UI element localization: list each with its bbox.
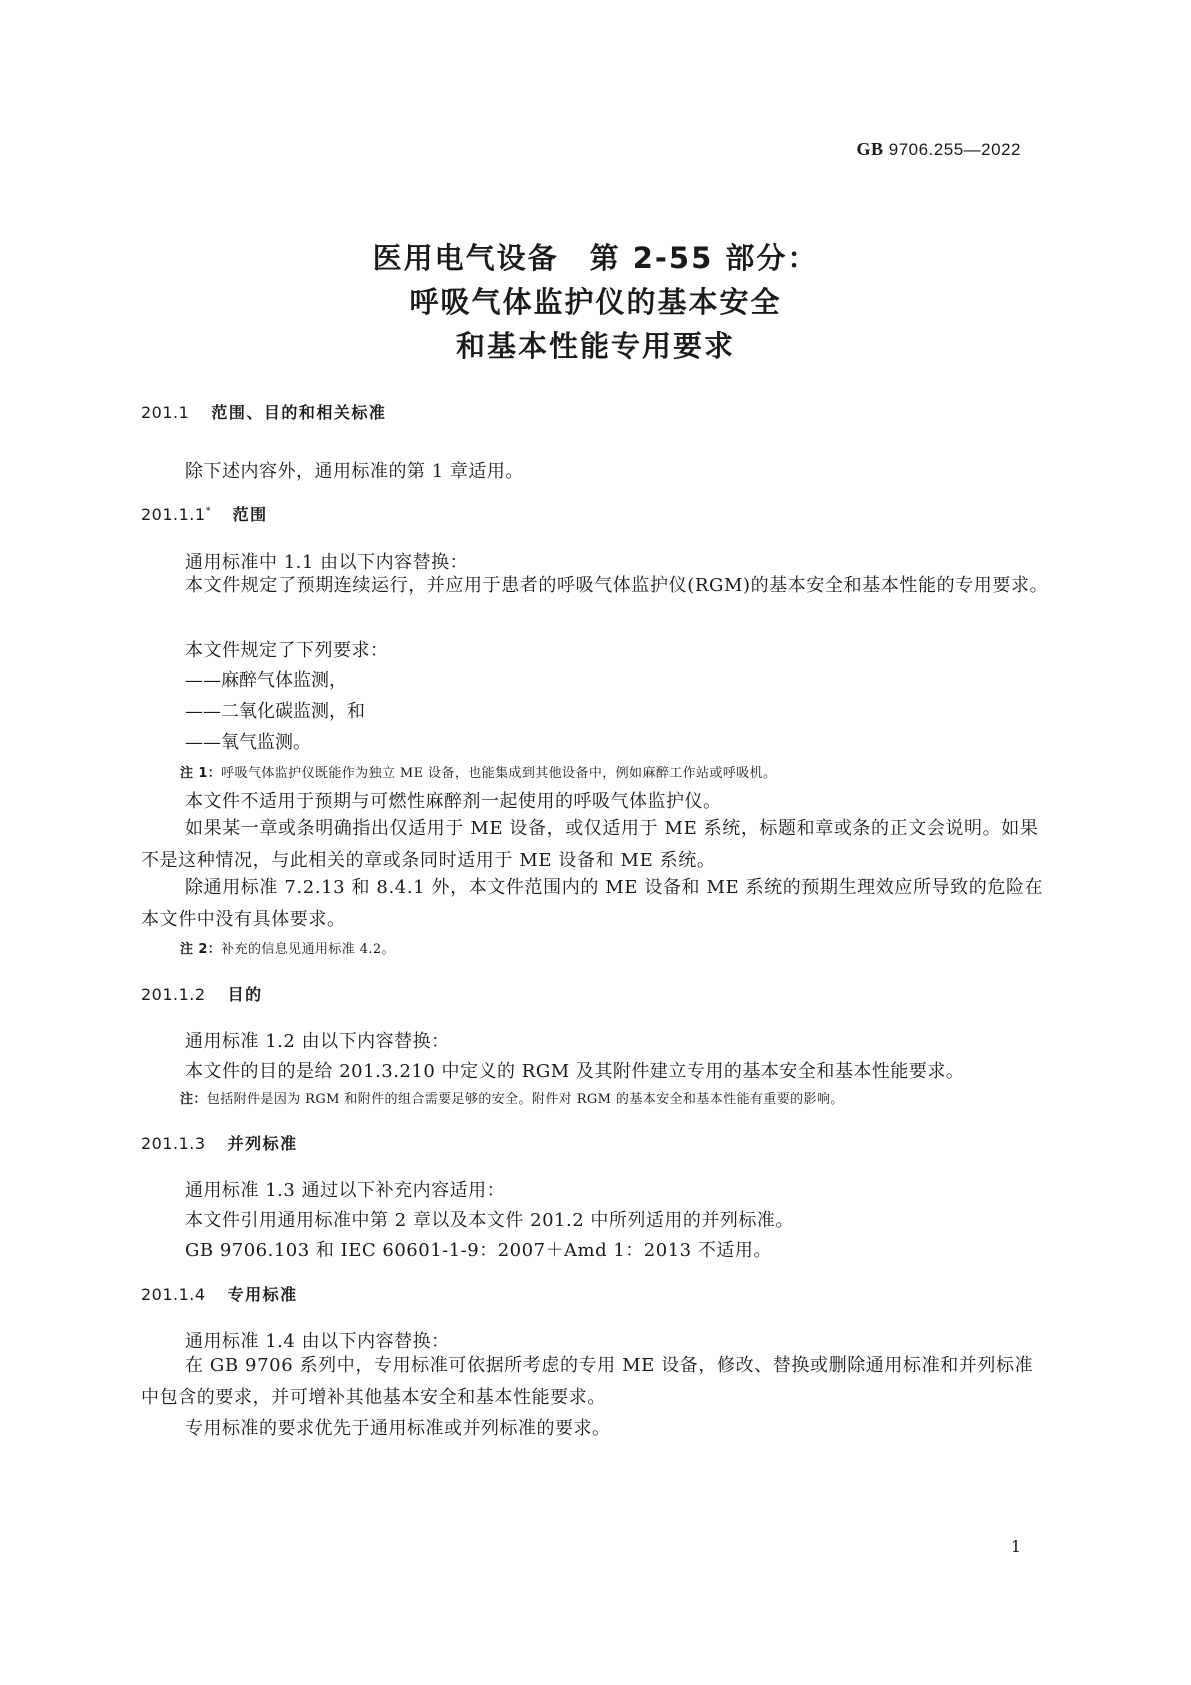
heading-201-1-3 (141, 1131, 298, 1154)
paragraph (141, 570, 1051, 602)
note-label: 注： (180, 1092, 207, 1107)
paragraph: 通用标准 1.2 由以下内容替换： (185, 1031, 450, 1052)
paragraph-text: 如果某一章或条明确指出仅适用于 ME 设备，或仅适用于 ME 系统，标题和章或条的正文会说明。如果不是这种情况，与此相关的章或条同时适用于 ME 设备和 ME 系统。 (141, 818, 1039, 871)
note-1 (180, 762, 776, 781)
standard-code: 9706.255—2022 (888, 140, 1021, 159)
paragraph: 除下述内容外，通用标准的第 1 章适用。 (185, 461, 524, 482)
paragraph: 本文件的目的是给 201.3.210 中定义的 RGM 及其附件建立专用的基本安全和基本性能要求。 (185, 1061, 965, 1082)
heading-mark: * (205, 505, 211, 517)
paragraph-text: 本文件规定了预期连续运行，并应用于患者的呼吸气体监护仪(RGM)的基本安全和基本性能的专用要求。 (185, 575, 1049, 596)
paragraph-text: 除通用标准 7.2.13 和 8.4.1 外，本文件范围内的 ME 设备和 ME 系统的预期生理效应所导致的危险在本文件中没有具体要求。 (141, 877, 1044, 930)
note-text: 呼吸气体监护仪既能作为独立 ME 设备，也能集成到其他设备中，例如麻醉工作站或呼吸机。 (221, 766, 777, 781)
note-label: 注 2： (180, 942, 222, 957)
document-title (0, 236, 1191, 368)
standard-number (857, 139, 1021, 160)
list-item: ——二氧化碳监测，和 (185, 701, 365, 722)
heading-number: 201.1.4 (141, 1285, 206, 1304)
list-item: ——氧气监测。 (185, 732, 311, 753)
page-number: 1 (1010, 1537, 1021, 1556)
heading-text: 范围 (232, 505, 268, 524)
paragraph-text: 在 GB 9706 系列中，专用标准可依据所考虑的专用 ME 设备，修改、替换或删除通用标准和并列标准中包含的要求，并可增补其他基本安全和基本性能要求。 (141, 1355, 1034, 1408)
title-line-1: 医用电气设备 第 2-55 部分： (372, 241, 819, 275)
standard-prefix: GB (856, 139, 884, 159)
heading-201-1-1 (141, 502, 268, 525)
heading-201-1-2 (141, 982, 263, 1005)
heading-text: 专用标准 (227, 1285, 298, 1304)
paragraph (141, 872, 1051, 936)
paragraph: 本文件规定了下列要求： (185, 640, 389, 661)
heading-number: 201.1.3 (141, 1134, 206, 1153)
note-3 (180, 1088, 844, 1107)
heading-201-1-4 (141, 1282, 298, 1305)
paragraph: GB 9706.103 和 IEC 60601-1-9：2007＋Amd 1：2013 不适用。 (185, 1240, 772, 1261)
title-line-3: 和基本性能专用要求 (455, 329, 735, 363)
note-label: 注 1： (180, 766, 222, 781)
paragraph: 通用标准 1.3 通过以下补充内容适用： (185, 1180, 506, 1201)
heading-number: 201.1 (141, 403, 190, 422)
note-2 (180, 938, 395, 957)
heading-text: 目的 (227, 985, 263, 1004)
heading-number: 201.1.1 (141, 505, 206, 524)
note-text: 补充的信息见通用标准 4.2。 (221, 942, 395, 957)
heading-201-1 (141, 400, 386, 423)
paragraph: 通用标准 1.4 由以下内容替换： (185, 1331, 450, 1352)
title-line-2: 呼吸气体监护仪的基本安全 (409, 285, 782, 319)
heading-text: 并列标准 (227, 1134, 298, 1153)
list-item: ——麻醉气体监测， (185, 670, 347, 691)
heading-number: 201.1.2 (141, 985, 206, 1004)
paragraph: 本文件引用通用标准中第 2 章以及本文件 201.2 中所列适用的并列标准。 (185, 1210, 794, 1231)
paragraph: 专用标准的要求优先于通用标准或并列标准的要求。 (185, 1418, 611, 1439)
paragraph (141, 1350, 1051, 1414)
note-text: 包括附件是因为 RGM 和附件的组合需要足够的安全。附件对 RGM 的基本安全和基本性能有重要的影响。 (206, 1092, 844, 1107)
heading-text: 范围、目的和相关标准 (211, 403, 387, 422)
paragraph (141, 813, 1051, 877)
paragraph: 通用标准中 1.1 由以下内容替换： (185, 552, 469, 573)
paragraph: 本文件不适用于预期与可燃性麻醉剂一起使用的呼吸气体监护仪。 (185, 791, 722, 812)
